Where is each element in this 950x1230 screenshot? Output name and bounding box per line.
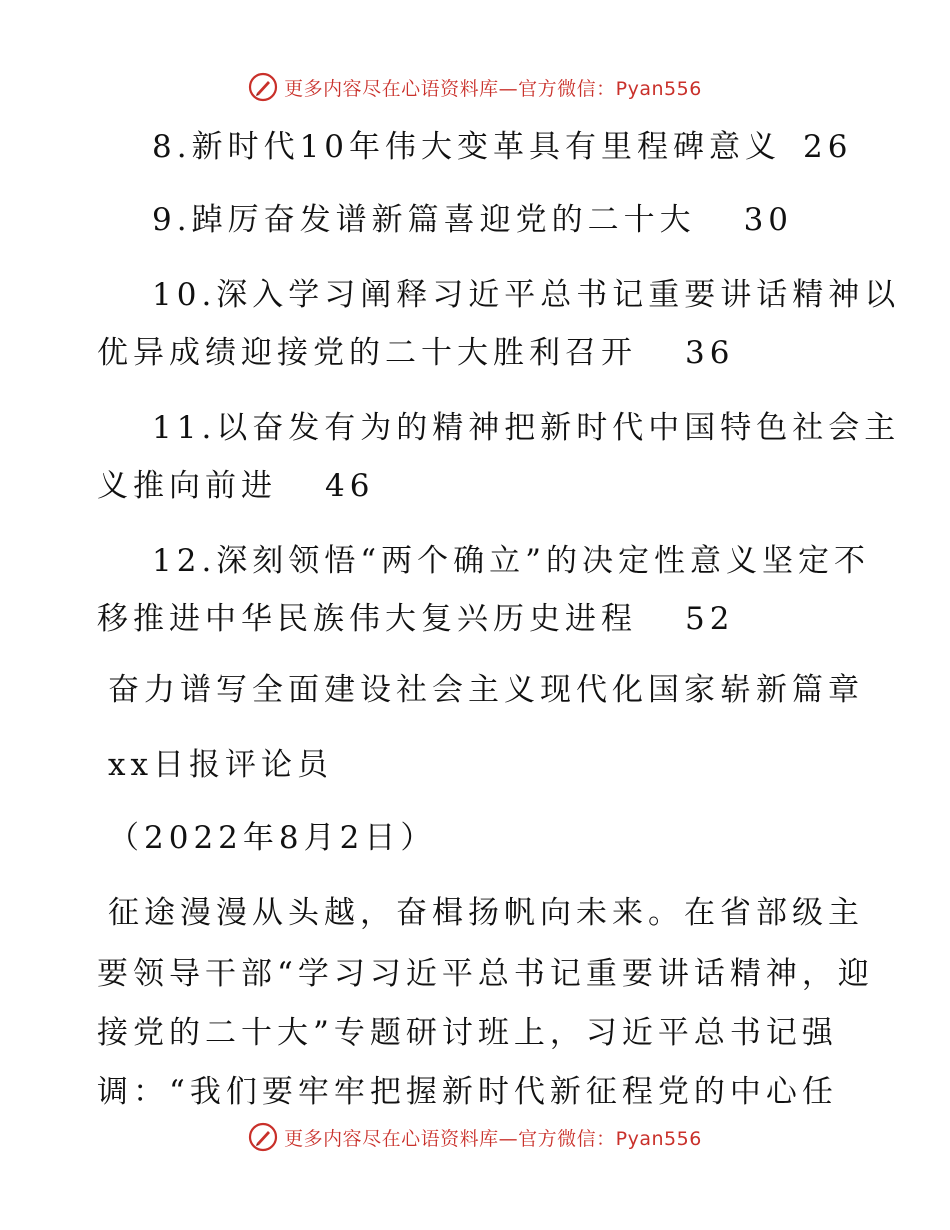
watermark-footer <box>0 1122 950 1152</box>
toc-page: 26 <box>803 129 853 165</box>
watermark-text: 更多内容尽在心语资料库—官方微信：Pyan556 <box>284 1127 702 1150</box>
body-line: 接党的二十大”专题研讨班上，习近平总书记强 <box>97 1015 838 1051</box>
article-date: （2022年8月2日） <box>108 820 437 856</box>
toc-page: 46 <box>325 468 375 504</box>
toc-entry-12-line1: 12.深刻领悟“两个确立”的决定性意义坚定不 <box>152 543 870 579</box>
toc-entry-11-line2 <box>97 466 374 506</box>
toc-entry-11-line1: 11.以奋发有为的精神把新时代中国特色社会主 <box>152 410 901 446</box>
toc-title: 优异成绩迎接党的二十大胜利召开 <box>97 335 637 371</box>
toc-title: 8.新时代10年伟大变革具有里程碑意义 <box>152 129 782 165</box>
body-line: 征途漫漫从头越，奋楫扬帆向未来。在省部级主 <box>108 895 864 931</box>
toc-entry-12-line2 <box>97 599 734 639</box>
body-line: 调：“我们要牢牢把握新时代新征程党的中心任 <box>97 1074 838 1110</box>
toc-entry-9 <box>152 200 793 240</box>
toc-title: 9.踔厉奋发谱新篇喜迎党的二十大 <box>152 202 696 238</box>
pen-logo-icon <box>248 72 278 102</box>
toc-entry-10-line2 <box>97 333 734 373</box>
article-author: xx日报评论员 <box>108 747 333 783</box>
toc-title: 义推向前进 <box>97 468 277 504</box>
body-line: 要领导干部“学习习近平总书记重要讲话精神，迎 <box>97 956 874 992</box>
toc-entry-10-line1: 10.深入学习阐释习近平总书记重要讲话精神以 <box>152 277 901 313</box>
article-title: 奋力谱写全面建设社会主义现代化国家崭新篇章 <box>108 672 864 708</box>
toc-page: 36 <box>685 335 735 371</box>
toc-page: 30 <box>743 202 794 238</box>
watermark-text: 更多内容尽在心语资料库—官方微信：Pyan556 <box>284 77 702 100</box>
pen-logo-icon <box>248 1122 278 1152</box>
toc-entry-8 <box>152 127 852 167</box>
toc-title: 移推进中华民族伟大复兴历史进程 <box>97 601 637 637</box>
toc-page: 52 <box>685 601 735 637</box>
watermark-header <box>0 72 950 102</box>
